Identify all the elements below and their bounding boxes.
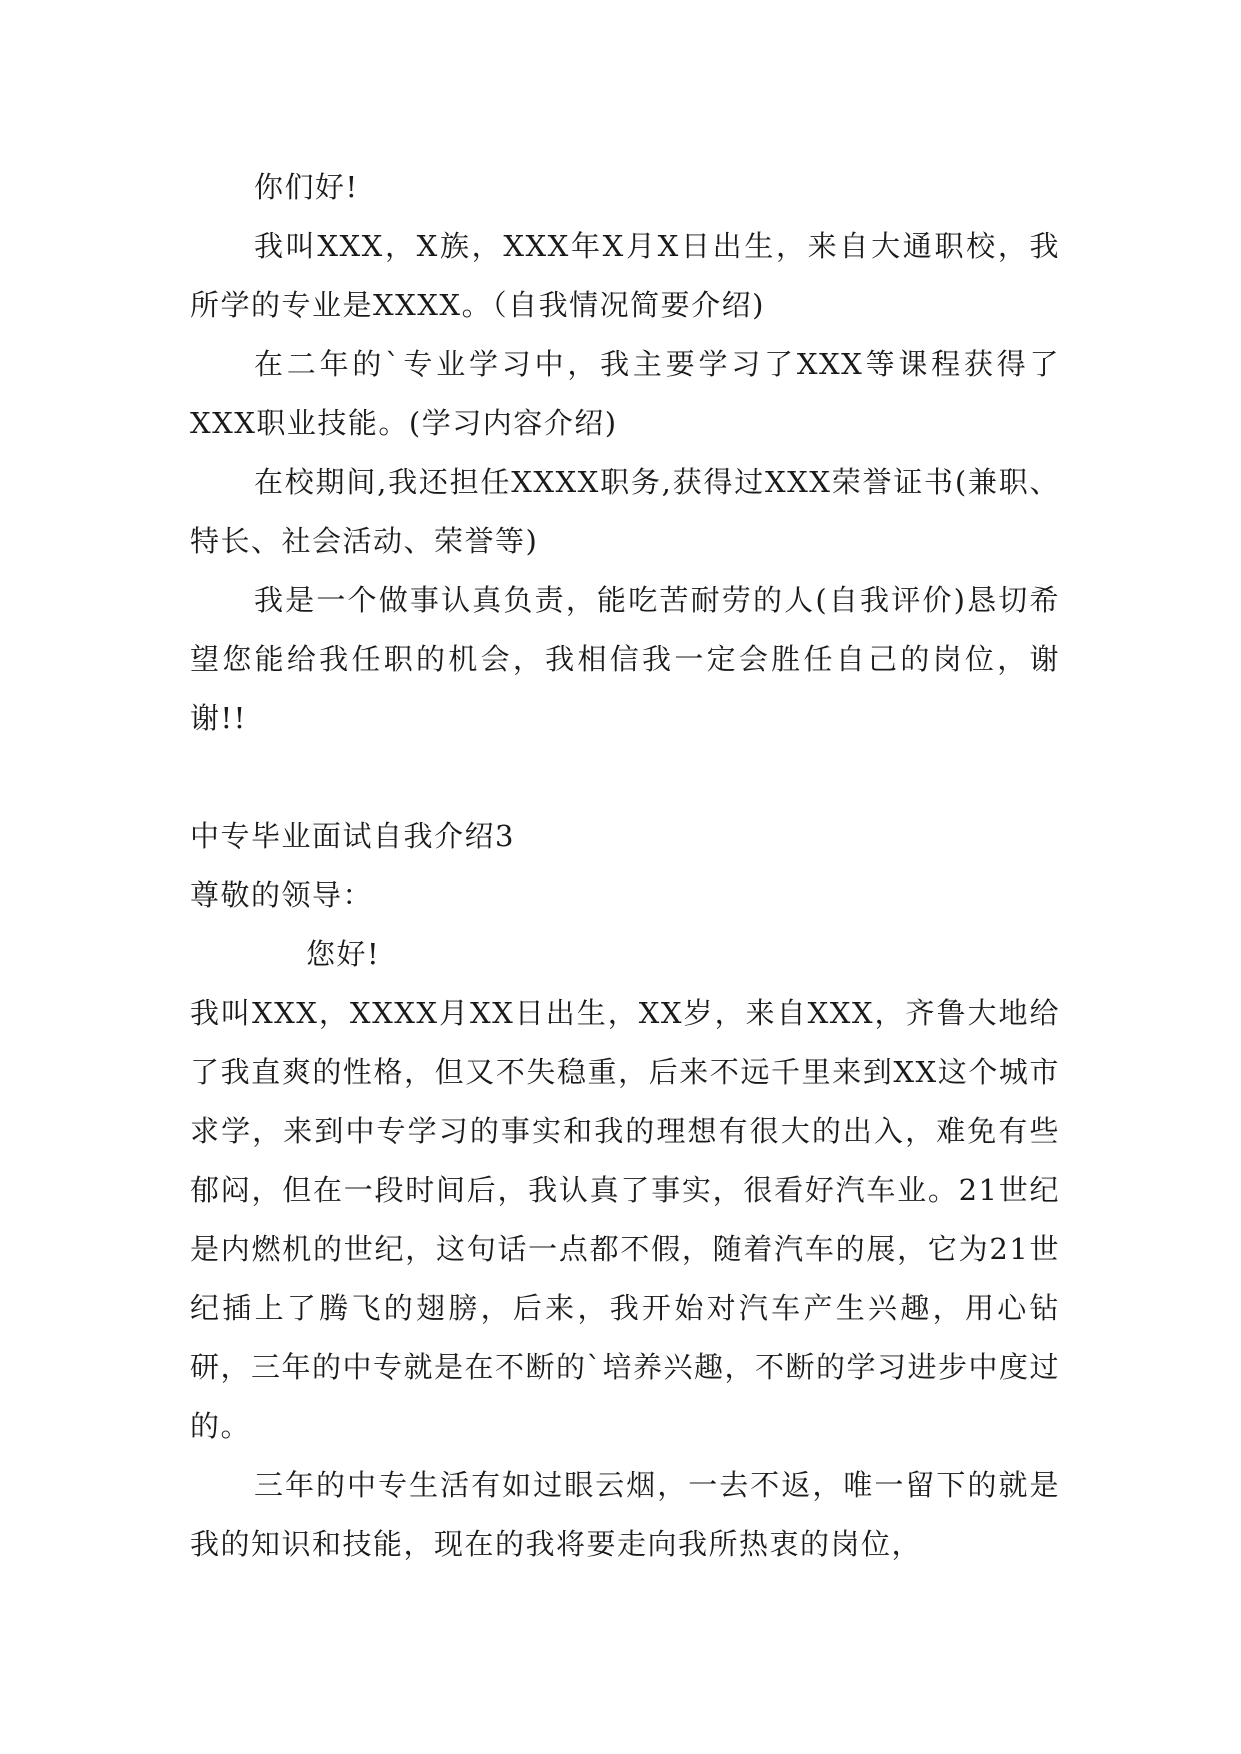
salutation: 尊敬的领导：: [190, 878, 374, 912]
document-body: [190, 158, 1060, 1574]
study-paragraph: 在二年的`专业学习中，我主要学习了XXX等课程获得了XXX职业技能。(学习内容介绍): [190, 347, 1061, 440]
conclusion-paragraph: 三年的中专生活有如过眼云烟，一去不返，唯一留下的就是我的知识和技能，现在的我将要走向我所热衷的岗位，: [190, 1468, 1060, 1561]
school-activity-paragraph: 在校期间,我还担任XXXX职务,获得过XXX荣誉证书(兼职、特长、社会活动、荣誉等): [190, 465, 1060, 558]
background-paragraph: 我叫XXX，XXXX月XX日出生，XX岁，来自XXX，齐鲁大地给了我直爽的性格，但又不失稳重，后来不远千里来到XX这个城市求学，来到中专学习的事实和我的理想有很大的出入，难免有些郁闷，但在一段时间后，我认真了事实，很看好汽车业。21世纪是内燃机的世纪，这句话一点都不假，随着汽车的展，它为21世纪插上了腾飞的翅膀，后来，我开始对汽车产生兴趣，用心钻研，三年的中专就是在不断的`培养兴趣，不断的学习进步中度过的。: [190, 996, 1061, 1443]
greeting-line: 您好!: [306, 937, 381, 971]
intro-paragraph: 我叫XXX，X族，XXX年X月X日出生，来自大通职校，我所学的专业是XXXX。（自我情况简要介绍): [190, 229, 1060, 322]
greeting-paragraph: 你们好!: [254, 170, 359, 204]
section-title: 中专毕业面试自我介绍3: [190, 819, 515, 853]
self-evaluation-paragraph: 我是一个做事认真负责，能吃苦耐劳的人(自我评价)恳切希望您能给我任职的机会，我相信我一定会胜任自己的岗位，谢谢!!: [190, 583, 1060, 735]
